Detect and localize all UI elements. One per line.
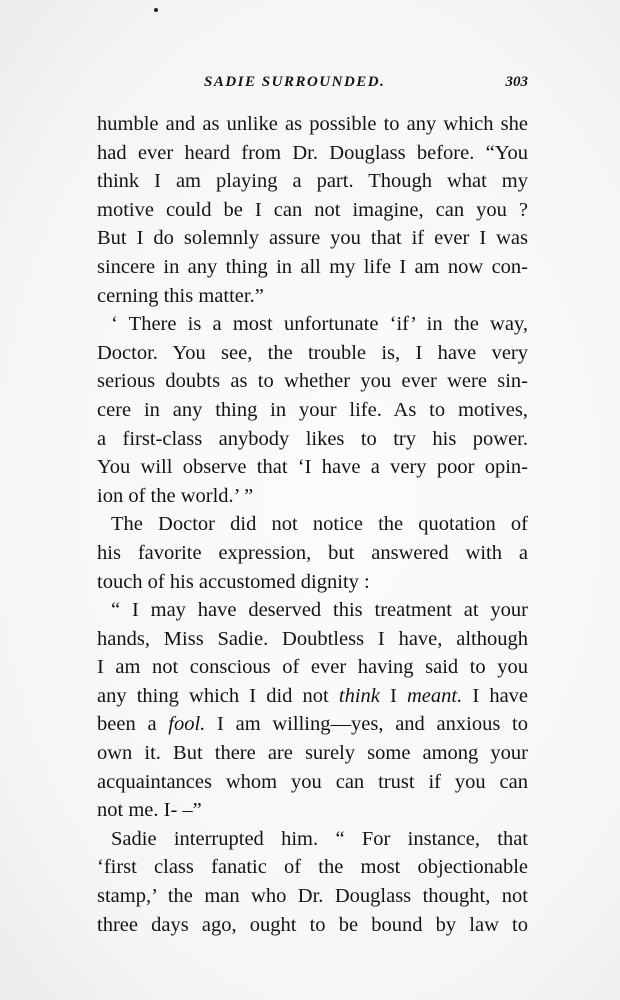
text-segment: Sadie interrupted him. “ For instance, that xyxy=(111,827,528,850)
text-segment: I xyxy=(379,684,407,707)
text-line xyxy=(97,653,528,682)
text-segment: ‘first class fanatic of the most objectionable xyxy=(97,856,528,879)
text-segment: But I do solemnly assure you that if ever I was xyxy=(97,227,528,250)
text-line xyxy=(97,196,528,225)
text-line xyxy=(97,825,528,854)
text-line xyxy=(97,425,528,454)
text-segment: I have xyxy=(462,684,529,707)
text-segment: You will observe that ‘I have a very poor opin- xyxy=(97,456,528,479)
text-segment: I am not conscious of ever having said to you xyxy=(97,656,528,679)
text-segment: acquaintances whom you can trust if you can xyxy=(97,770,528,793)
text-segment: any thing which I did not xyxy=(97,684,339,707)
text-line xyxy=(97,139,528,168)
text-line xyxy=(97,482,528,511)
text-segment: a first-class anybody likes to try his power. xyxy=(97,427,528,450)
text-segment: been a xyxy=(97,713,169,736)
text-segment: sincere in any thing in all my life I am now con- xyxy=(97,255,528,278)
text-line xyxy=(97,853,528,882)
text-segment: I am willing—yes, and anxious to xyxy=(205,713,528,736)
text-segment: think I am playing a part. Though what my xyxy=(97,170,528,193)
text-segment: three days ago, ought to be bound by law to xyxy=(97,913,528,936)
text-line xyxy=(97,453,528,482)
text-segment: not me. I- –” xyxy=(97,799,202,822)
text-line xyxy=(97,882,528,911)
text-line xyxy=(97,367,528,396)
text-segment: hands, Miss Sadie. Doubtless I have, although xyxy=(97,627,528,650)
text-line xyxy=(97,911,528,940)
text-line xyxy=(97,339,528,368)
text-line xyxy=(97,768,528,797)
text-line xyxy=(97,682,528,711)
text-line xyxy=(97,625,528,654)
text-line xyxy=(97,568,528,597)
text-line xyxy=(97,539,528,568)
page-header xyxy=(204,74,528,98)
italic-text: meant. xyxy=(406,684,463,707)
text-segment: motive could be I can not imagine, can you ? xyxy=(97,198,528,221)
text-line xyxy=(97,224,528,253)
text-line xyxy=(97,710,528,739)
text-segment: own it. But there are surely some among your xyxy=(97,742,528,765)
text-segment: ‘ There is a most unfortunate ‘if’ in the way, xyxy=(111,313,528,336)
text-line xyxy=(97,796,528,825)
text-segment: serious doubts as to whether you ever were sin- xyxy=(97,370,528,393)
text-segment: stamp,’ the man who Dr. Douglass thought, not xyxy=(97,885,528,908)
text-segment: cere in any thing in your life. As to motives, xyxy=(97,398,528,421)
text-line xyxy=(97,596,528,625)
text-segment: ion of the world.’ ” xyxy=(97,484,254,507)
text-line xyxy=(97,310,528,339)
running-title: SADIE SURROUNDED. xyxy=(204,74,386,90)
ink-speck xyxy=(154,8,158,12)
text-line xyxy=(97,282,528,311)
text-segment: his favorite expression, but answered with a xyxy=(97,541,528,564)
text-segment: had ever heard from Dr. Douglass before. “You xyxy=(97,141,528,164)
body-text xyxy=(97,110,528,939)
text-segment: “ I may have deserved this treatment at your xyxy=(111,599,528,622)
text-segment: The Doctor did not notice the quotation of xyxy=(111,513,528,536)
page-number: 303 xyxy=(505,74,528,90)
text-line xyxy=(97,739,528,768)
text-segment: cerning this matter.” xyxy=(97,284,264,307)
text-line xyxy=(97,253,528,282)
italic-text: fool. xyxy=(168,713,206,736)
text-segment: touch of his accustomed dignity : xyxy=(97,570,370,593)
text-line xyxy=(97,396,528,425)
text-segment: humble and as unlike as possible to any which she xyxy=(97,113,528,135)
text-line xyxy=(97,510,528,539)
text-line xyxy=(97,167,528,196)
italic-text: think xyxy=(338,684,380,707)
text-segment: Doctor. You see, the trouble is, I have very xyxy=(97,341,528,364)
text-line xyxy=(97,110,528,139)
